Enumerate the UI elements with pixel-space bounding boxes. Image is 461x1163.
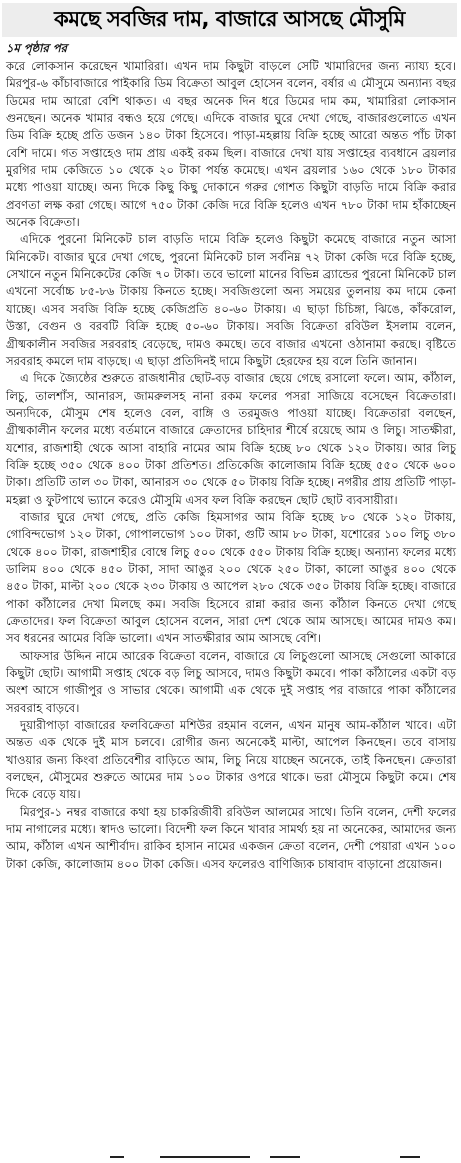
cropped-next-line <box>0 1152 461 1163</box>
article-headline: কমছে সবজির দাম, বাজারে আসছে মৌসুমি <box>54 6 405 31</box>
article-paragraph: বাজার ঘুরে দেখা গেছে, প্রতি কেজি হিমসাগর আম বিক্রি হচ্ছে ৮০ থেকে ১২০ টাকায়, গোবিন্দভোগ ১২০ টাকা, গোপালভোগ ১০০ টাকা, গুটি আম ৮০ টাকা, যশোরের ১০০ লিচু ৩৮০ থেকে ৪০০ টাকা, রাজশাহীর বোম্বে লিচু ৫০০ থেকে ৫৫০ টাকায় বিক্রি হচ্ছে। অন্যান্য ফলের মধ্যে ডালিম ৪০০ থেকে ৪৫০ টাকা, সাদা আঙুর ২০০ থেকে ২৫০ টাকা, কালো আঙুর ৪০০ থেকে ৪৫০ টাকা, মাল্টা ২০০ থেকে ২৩০ টাকায় ও আপেল ২৮০ থেকে ৩৫০ টাকায় বিক্রি হচ্ছে। বাজারে পাকা কাঁঠালের দেখা মিলছে কম। সবজি হিসেবে রান্না করার জন্য কাঁঠাল কিনতে দেখা গেছে ক্রেতাদের। ফল বিক্রেতা আবুল হোসেন বলেন, সারা দেশ থেকে আম আসছে। আমের দামও কম। সব ধরনের আমের বিক্রি ভালো। এখন সাতক্ষীরার আম আসছে বেশি। <box>6 509 456 646</box>
article-paragraph: করে লোকসান করেছেন খামারিরা। এখন দাম কিছুটা বাড়লে সেটি খামারিদের জন্য ন্যায্য হবে। মিরপুর-৬ কাঁচাবাজারে পাইকারি ডিম বিক্রেতা আবুল হোসেন বলেন, বর্ষার এ মৌসুমে অন্যান্য বছর ডিমের দাম আরো বেশি থাকত। এ বছর অনেক দিন ধরে ডিমের দাম কম, খামারিরা লোকসান গুনছেন। অনেক খামার বন্ধও হয়ে গেছে। এদিকে বাজার ঘুরে দেখা গেছে, বাজারগুলোতে এখন ডিম বিক্রি হচ্ছে প্রতি ডজন ১৪০ টাকা হিসেবে। পাড়া-মহল্লায় বিক্রি হচ্ছে আরো অন্তত পাঁচ টাকা বেশি দামে। গত সপ্তাহেও দাম প্রায় একই রকম ছিল। বাজারে দেখা যায় সপ্তাহের ব্যবধানে ব্রয়লার মুরগির দাম কেজিতে ১০ থেকে ২০ টাকা পর্যন্ত কমেছে। এখন ব্রয়লার ১৬০ থেকে ১৮০ টাকার মধ্যে পাওয়া যাচ্ছে। অন্য দিকে কিছু কিছু দোকানে গরুর গোশত কিছুটা বাড়তি দামে বিক্রি করার প্রবণতা লক্ষ করা গেছে। আগে ৭৫০ টাকা কেজি দরে বিক্রি হলেও এখন ৭৮০ টাকা দাম হাঁকাচ্ছেন অনেক বিক্রেতা। <box>6 59 456 230</box>
article-paragraph: দুয়ারীপাড়া বাজারের ফলবিক্রেতা মশিউর রহমান বলেন, এখন মানুষ আম-কাঁঠাল খাবে। এটা অন্তত এক থেকে দুই মাস চলবে। রোগীর জন্য অনেকেই মাল্টা, আপেল কিনছেন। তবে বাসায় খাওয়ার জন্য কিংবা প্রতিবেশীর বাড়িতে আম, লিচু নিয়ে যাচ্ছেন অনেকে, তাই কিনছেন। ক্রেতারা বলছেন, মৌসুমের শুরুতে আমের দাম ১০০ টাকার ওপরে থাকে। ভরা মৌসুমে কিছুটা কমে। শেষ দিকে বেড়ে যায়। <box>6 718 456 802</box>
article-body <box>6 58 456 873</box>
article-paragraph: আফসার উদ্দিন নামে আরেক বিক্রেতা বলেন, বাজারে যে লিচুগুলো আসছে সেগুলো আকারে কিছুটা ছোট। আগামী সপ্তাহ থেকে বড় লিচু আসবে, দামও কিছুটা কমবে। পাকা কাঁঠালের একটা বড় অংশ আসে গাজীপুর ও সাভার থেকে। আগামী এক থেকে দুই সপ্তাহ পর বাজারে পাকা কাঁঠালের সরবরাহ বাড়বে। <box>6 648 456 715</box>
article-paragraph: এ দিকে জ্যৈষ্ঠের শুরুতে রাজধানীর ছোট-বড় বাজার ছেয়ে গেছে রসালো ফলে। আম, কাঁঠাল, লিচু, তালশাঁস, আনারস, জামরুলসহ নানা রকম ফলের পসরা সাজিয়ে বসেছেন বিক্রেতারা। অন্যদিকে, মৌসুম শেষ হলেও বেল, বাঙ্গি ও তরমুজও পাওয়া যাচ্ছে। বিক্রেতারা বলছেন, গ্রীষ্মকালীন ফলের মধ্যে বর্তমানে বাজারে ক্রেতাদের চাহিদার শীর্ষে রয়েছে আম ও লিচু। সাতক্ষীরা, যশোর, রাজশাহী থেকে আসা বাহারি নামের আম বিক্রি হচ্ছে ৮০ থেকে ১২০ টাকায়। আর লিচু বিক্রি হচ্ছে ৩৫০ থেকে ৪০০ টাকা প্রতিশত। প্রতিকেজি কালোজাম বিক্রি হচ্ছে ৫৫০ থেকে ৬০০ টাকা। প্রতিটি তাল ৩০ টাকা, আনারস ৩০ থেকে ৫০ টাকায় বিক্রি হচ্ছে। নগরীর প্রায় প্রতিটি পাড়া-মহল্লা ও ফুটপাথে ভ্যানে করেও মৌসুমি এসব ফল বিক্রি করছেন ছোট ছোট ব্যবসায়ীরা। <box>6 371 456 507</box>
headline-banner <box>2 3 457 37</box>
article-paragraph: এদিকে পুরনো মিনিকেট চাল বাড়তি দামে বিক্রি হলেও কিছুটা কমেছে বাজারে নতুন আসা মিনিকেট। বাজার ঘুরে দেখা গেছে, পুরনো মিনিকেট চাল সর্বনিম্ন ৭২ টাকা কেজি দরে বিক্রি হচ্ছে, সেখানে নতুন মিনিকেটের কেজি ৭০ টাকা। তবে ভালো মানের বিভিন্ন ব্র্যান্ডের পুরনো মিনিকেট চাল এখনো সর্বোচ্চ ৮৫-৮৬ টাকায় কিনতে হচ্ছে। সবজিগুলো অন্য সময়ের তুলনায় কম দামে কেনা যাচ্ছে। এসব সবজি বিক্রি হচ্ছে কেজিপ্রতি ৪০-৬০ টাকায়। এ ছাড়া চিচিঙ্গা, ঝিঙে, কাঁকরোল, উস্তা, বেগুন ও বরবটি বিক্রি হচ্ছে ৫০-৬০ টাকায়। সবজি বিক্রেতা রবিউল ইসলাম বলেন, গ্রীষ্মকালীন সবজির সরবরাহ বেড়েছে, দামও কমছে। তবে বাজার এখনো ওঠানামা করছে। বৃষ্টিতে সরবরাহ কমলে দাম বাড়ছে। এ ছাড়া প্রতিদিনই দামে কিছুটা হেরফের হয় বলে তিনি জানান। <box>6 232 456 368</box>
continued-from-label: ১ম পৃষ্ঠার পর <box>6 41 67 55</box>
article-paragraph: মিরপুর-১ নম্বর বাজারে কথা হয় চাকরিজীবী রবিউল আলমের সাথে। তিনি বলেন, দেশী ফলের দাম নাগালের মধ্যে। স্বাদও ভালো। বিদেশী ফল কিনে খাবার সামর্থ্য হয় না অনেকের, আমাদের জন্য আম, কাঁঠাল এখন আশীর্বাদ। রাকিব হাসান নামের একজন ক্রেতা বলেন, দেশী পেয়ারা এখন ১০০ টাকা কেজি, কালোজাম ৪০০ টাকা কেজি। এসব ফলেরও বাণিজ্যিক চাষাবাদ বাড়ানো প্রয়োজন। <box>6 804 456 871</box>
